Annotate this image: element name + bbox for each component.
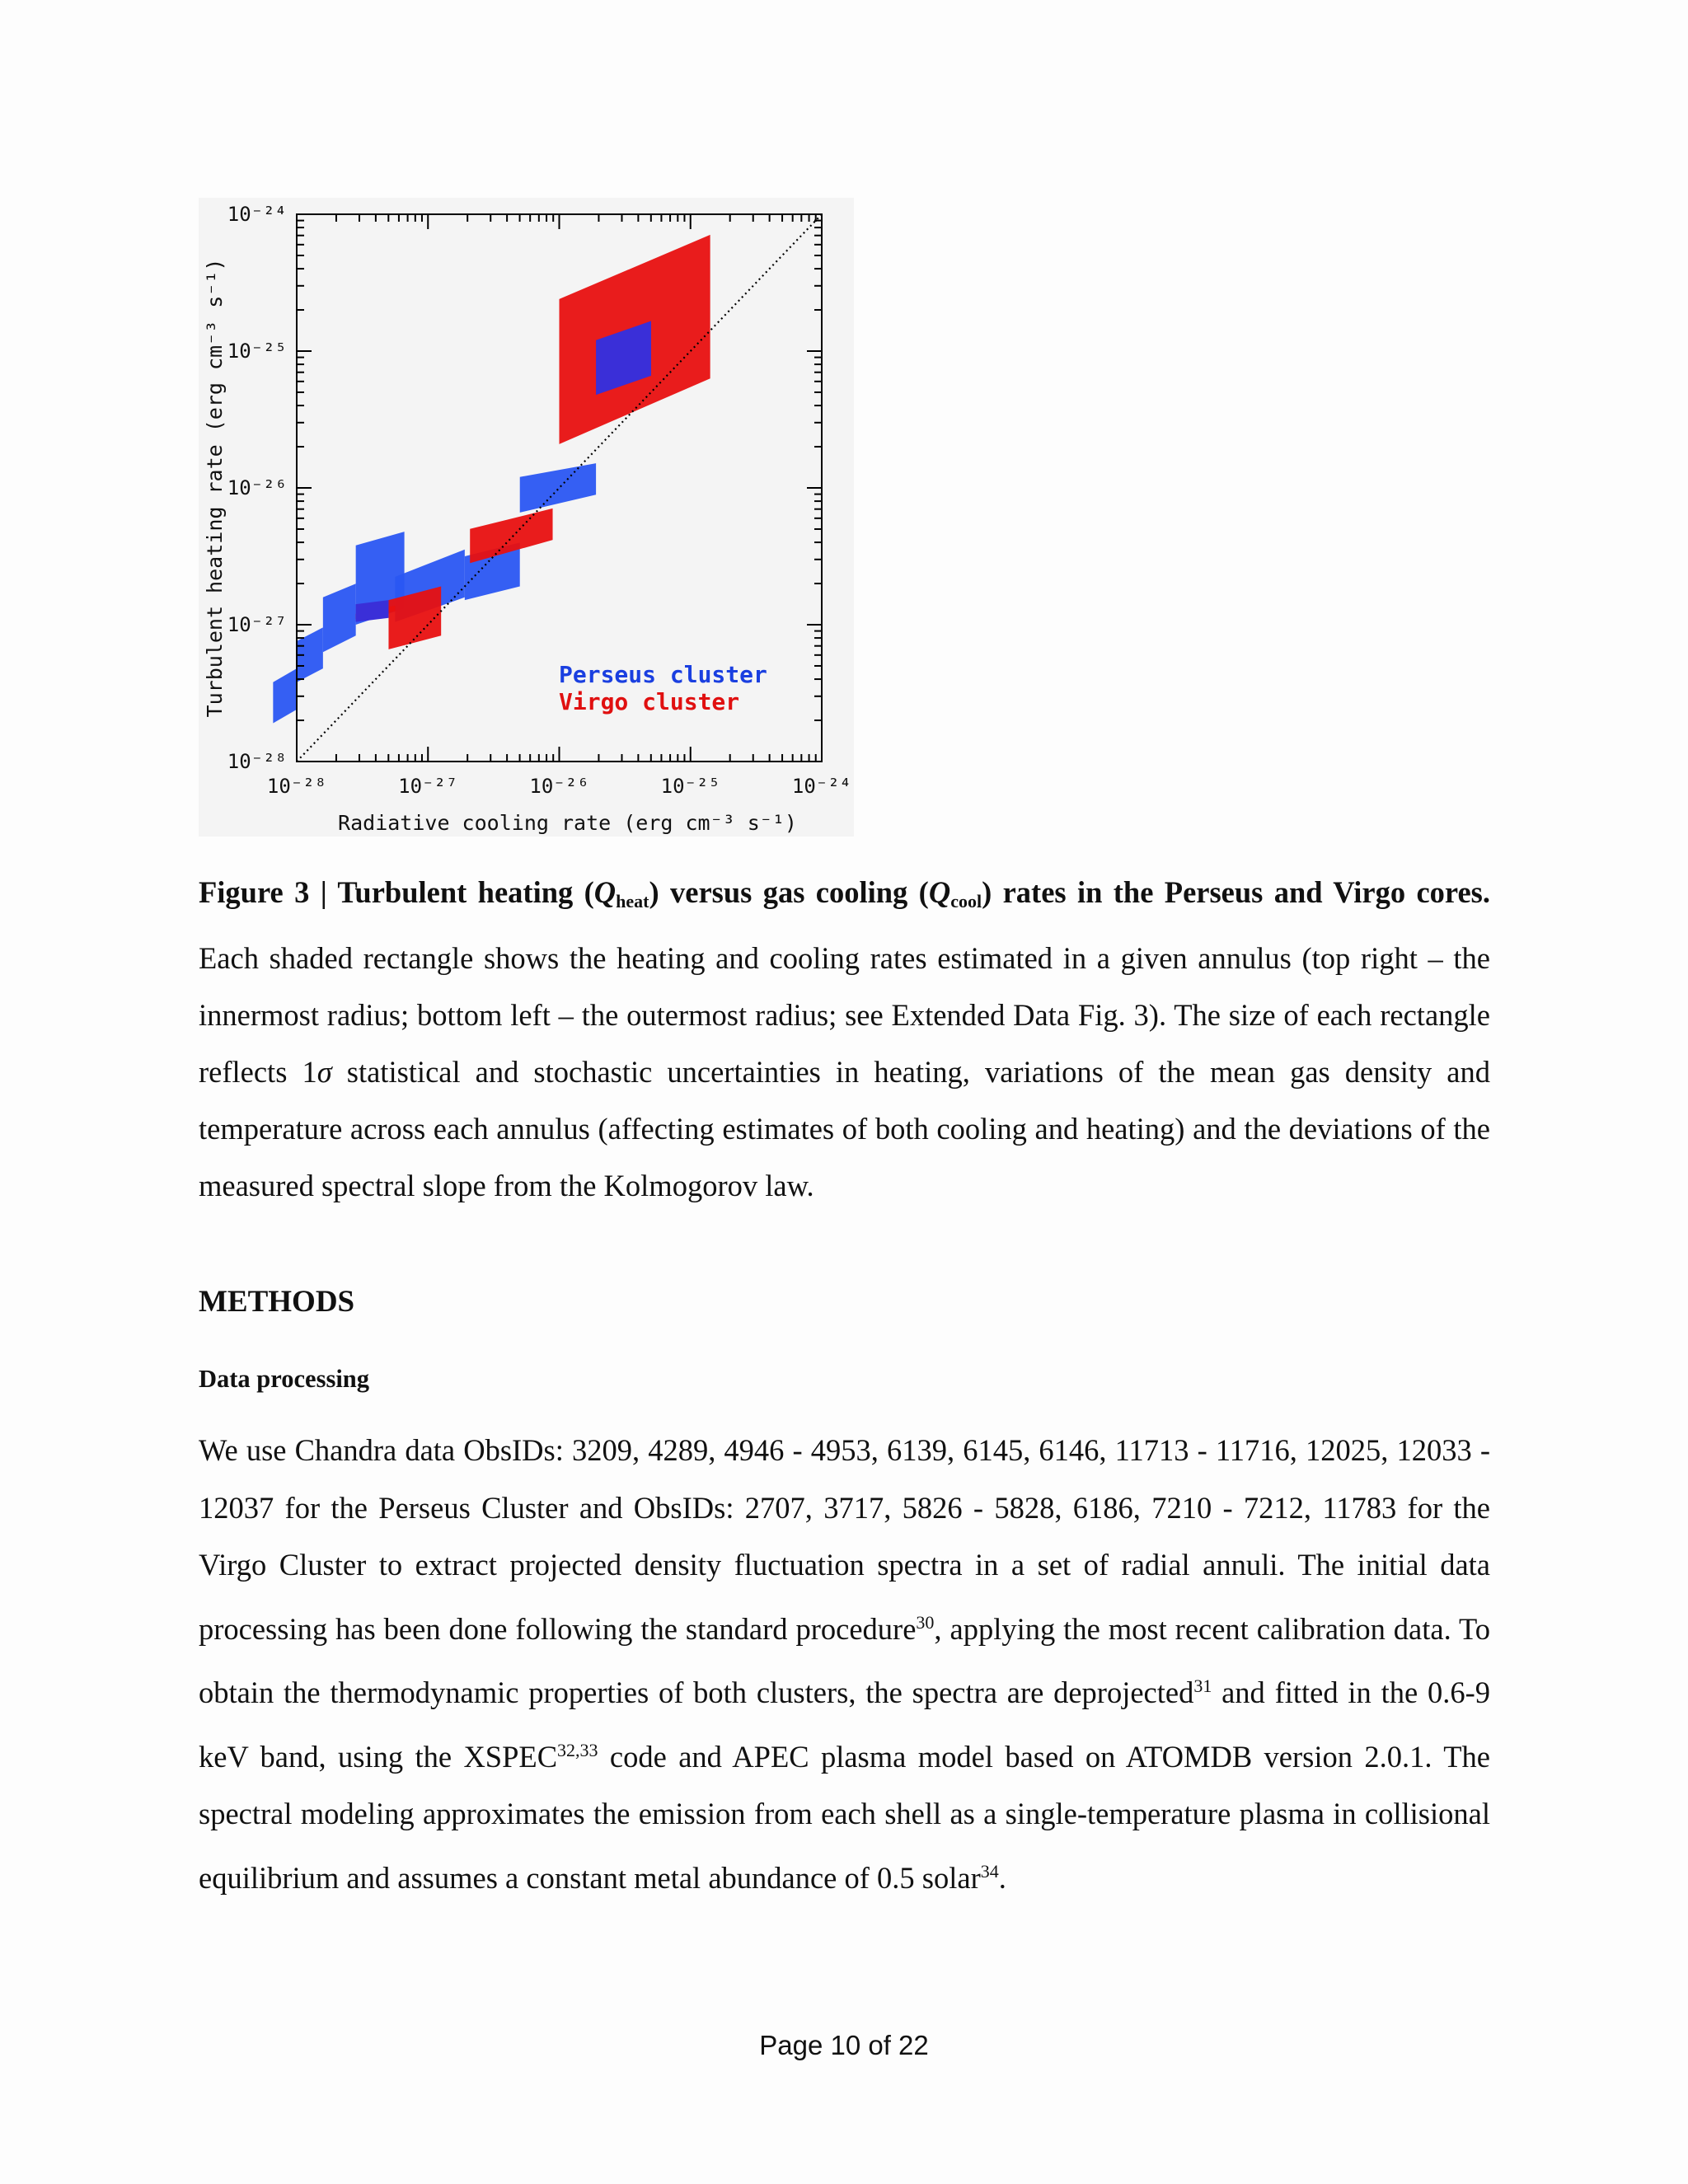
y-tick-label: 10⁻²⁶ — [227, 476, 287, 499]
chart-svg — [199, 198, 854, 837]
x-tick-label: 10⁻²⁵ — [660, 775, 720, 798]
x-tick-label: 10⁻²⁴ — [791, 775, 852, 798]
figure-3-chart — [199, 198, 854, 837]
x-tick-label: 10⁻²⁷ — [398, 775, 458, 798]
x-tick-label: 10⁻²⁶ — [529, 775, 589, 798]
figure-caption — [199, 864, 1490, 1214]
data-processing-paragraph: We use Chandra data ObsIDs: 3209, 4289, 4946 - 4953, 6139, 6145, 6146, 11713 - 11716, 12025, 12033 - 12037 for the Perseus Cluster and ObsIDs: 2707, 3717, 5826 - 5828, 6186, 7210 - 7212, 11783 for the Virgo Cluster to extract projected density fluctuation spectra in a set of radial annuli. The initial data processing has been done following the standard procedure$^{30}$, applying the most recent calibration data. To obtain the thermodynamic properties of both clusters, the spectra are deprojected$^{31}$ and fitted in the 0.6-9 keV band, using the XSPEC$^{32,33}$ code and APEC plasma model based on ATOMDB version 2.0.1. The spectral modeling approximates the emission from each shell as a single-temperature plasma in collisional equilibrium and assumes a constant metal abundance of 0.5 solar$^{34}$. — [199, 1433, 1491, 1896]
perseus-region-6 — [520, 463, 596, 513]
perseus-region-0 — [273, 668, 297, 723]
caption-body: Each shaded rectangle shows the heating and cooling rates estimated in a given annulus (top right – the innermost radius; bottom left – the outermost radius; see Extended Data Fig. 3). The size of each rectangle reflects 1 — [199, 941, 1490, 1089]
legend-virgo: Virgo cluster — [559, 688, 740, 715]
x-tick-label: 10⁻²⁸ — [266, 775, 327, 798]
data-processing-subheading: Data processing — [199, 1365, 370, 1393]
regions-layer — [273, 235, 710, 724]
y-tick-label: 10⁻²⁸ — [227, 750, 287, 773]
ref-31: 31 — [1193, 1675, 1212, 1697]
y-tick-label: 10⁻²⁷ — [227, 613, 287, 636]
x-axis-label: Radiative cooling rate (erg cm⁻³ s⁻¹) — [338, 811, 797, 835]
y-axis-label: Turbulent heating rate (erg cm⁻³ s⁻¹) — [203, 258, 227, 718]
caption-title: Figure 3 | Turbulent heating $(Q_{heat})$ versus gas cooling $(Q_{cool})$ rates in the Perseus and Virgo cores. — [199, 875, 1491, 912]
y-tick-label: 10⁻²⁴ — [227, 203, 287, 226]
sigma-symbol: σ — [316, 1055, 332, 1089]
ref-32-33: 32,33 — [557, 1739, 598, 1760]
ref-30: 30 — [916, 1611, 935, 1633]
page-number-footer: Page 10 of 22 — [759, 2030, 929, 2060]
y-tick-label: 10⁻²⁵ — [227, 340, 287, 363]
perseus-region-2 — [323, 583, 356, 652]
legend-perseus: Perseus cluster — [559, 661, 767, 688]
caption-body-cont: statistical and stochastic uncertainties in heating, variations of the mean gas density and temperature across each annulus (affecting estimates of both cooling and heating) and the deviations of the measured spectral slope from the Kolmogorov law. — [199, 1055, 1490, 1202]
methods-heading: METHODS — [199, 1285, 355, 1319]
ref-34: 34 — [980, 1860, 999, 1882]
